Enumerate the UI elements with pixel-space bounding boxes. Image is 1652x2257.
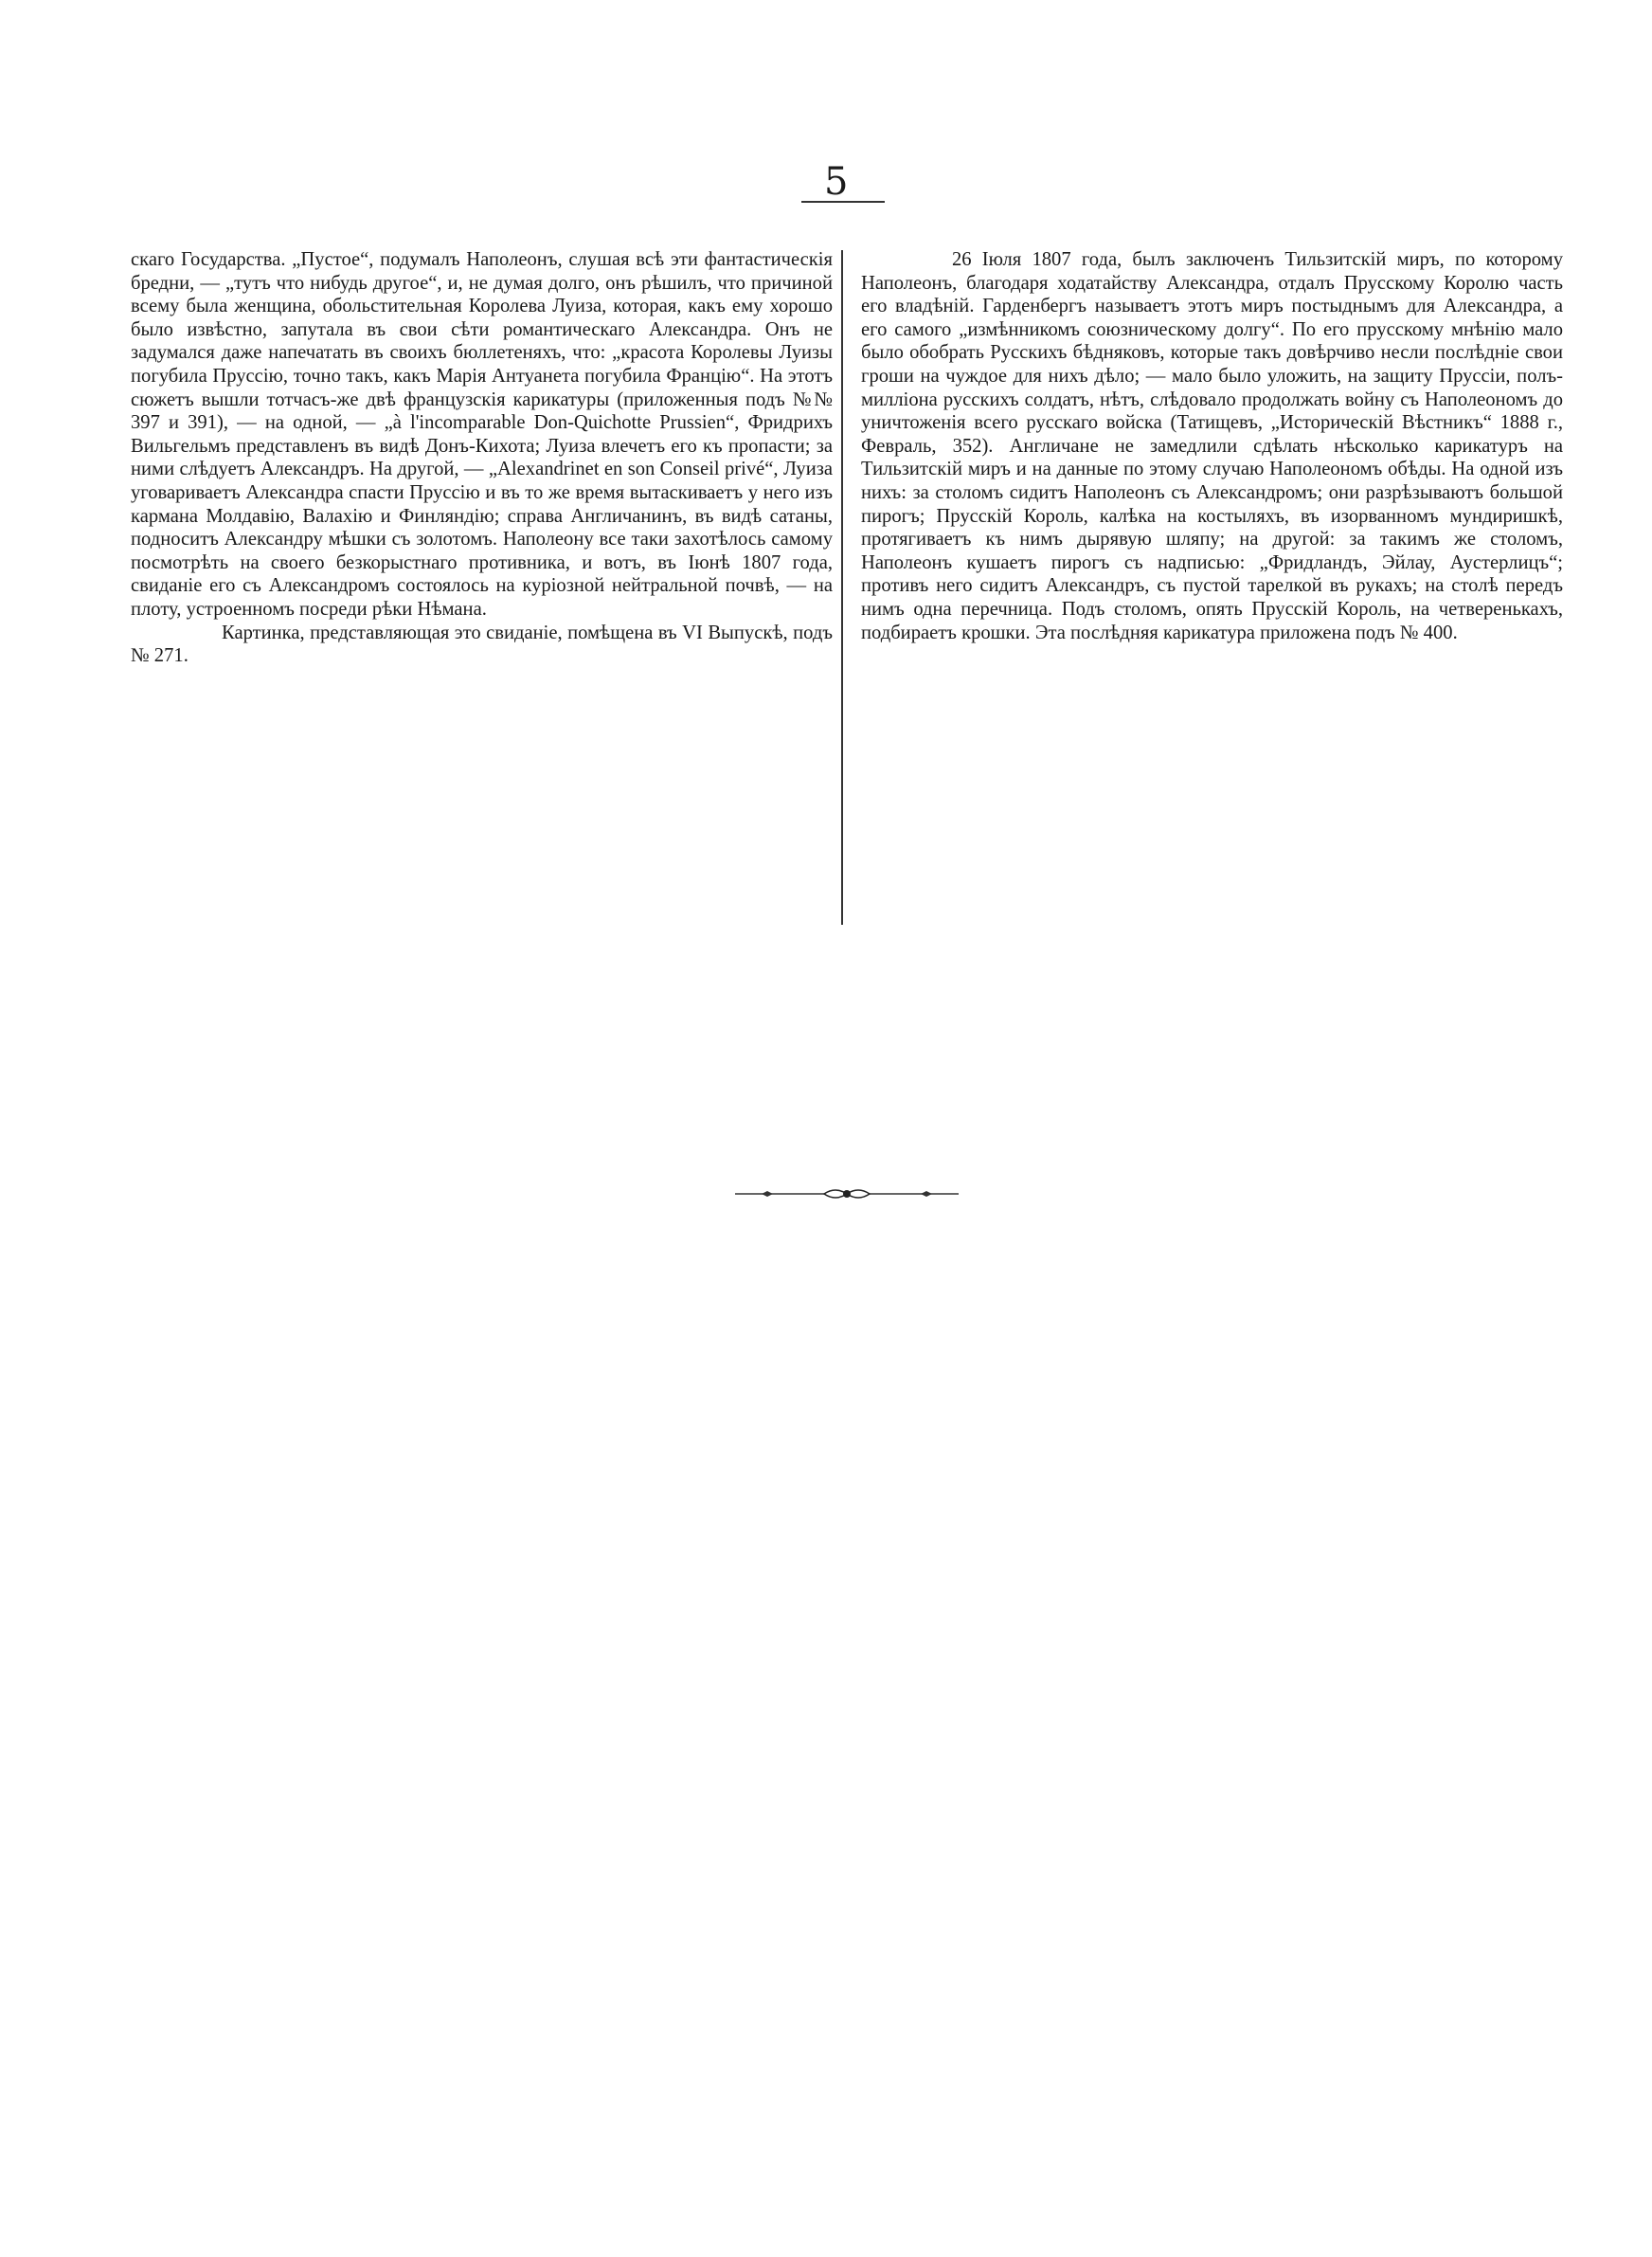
left-paragraph: Картинка, представляющая это свиданіе, помѣщена въ VI Выпускѣ, подъ № 271. <box>131 622 833 667</box>
page-number: 5 <box>824 160 849 204</box>
right-column <box>861 248 1563 644</box>
left-column <box>131 248 833 668</box>
end-ornament <box>733 1186 961 1201</box>
page-number-rule <box>801 201 885 203</box>
column-divider <box>841 250 843 925</box>
right-paragraph: 26 Іюля 1807 года, былъ заключенъ Тильзитскій миръ, по которому Наполеонъ, благодаря ходатайству Александра, отдалъ Прусскому Королю часть его владѣній. Гарденбергъ называетъ этотъ миръ постыднымъ для Александра, а его самого „измѣнникомъ союзническому долгу“. По его прусскому мнѣнію мало было обобрать Русскихъ бѣдняковъ, которые такъ довѣрчиво несли послѣдніе свои гроши на чуждое для нихъ дѣло; — мало было уложить, на защиту Пруссіи, полъ-милліона русскихъ солдатъ, нѣтъ, слѣдовало продолжать войну съ Наполеономъ до уничтоженія всего русскаго войска (Татищевъ, „Историческій Вѣстникъ“ 1888 г., Февраль, 352). Англичане не замедлили сдѣлать нѣсколько карикатуръ на Тильзитскій миръ и на данные по этому случаю Наполеономъ обѣды. На одной изъ нихъ: за столомъ сидитъ Наполеонъ съ Александромъ; они разрѣзываютъ большой пирогъ; Прусскій Король, калѣка на костыляхъ, въ изорванномъ мундиришкѣ, протягиваетъ къ нимъ дырявую шляпу; на другой: за такимъ же столомъ, Наполеонъ кушаетъ пирогъ съ надписью: „Фридландъ, Эйлау, Аустерлицъ“; противъ него сидитъ Александръ, съ пустой тарелкой въ рукахъ; на столѣ передъ нимъ одна перечница. Подъ столомъ, опять Прусскій Король, на четверенькахъ, подбираетъ крошки. Эта послѣдняя карикатура приложена подъ № 400. <box>861 249 1563 643</box>
left-paragraph: скаго Государства. „Пустое“, подумалъ Наполеонъ, слушая всѣ эти фантастическія бредни, — „тутъ что нибудь другое“, и, не думая долго, онъ рѣшилъ, что причиной всему была женщина, обольстительная Королева Луиза, которая, какъ ему хорошо было извѣстно, запутала въ свои сѣти романтическаго Александра. Онъ не задумался даже напечатать въ своихъ бюллетеняхъ, что: „красота Королевы Луизы погубила Пруссію, точно такъ, какъ Марія Антуанета погубила Францію“. На этотъ сюжетъ вышли тотчасъ-же двѣ французскія карикатуры (приложенныя подъ №№ 397 и 391), — на одной, — „à l'incomparable Don-Quichotte Prussien“, Фридрихъ Вильгельмъ представленъ въ видѣ Донъ-Кихота; Луиза влечетъ его къ пропасти; за ними слѣдуетъ Александръ. На другой, — „Alexandrinet en son Conseil privé“, Луиза уговариваетъ Александра спасти Пруссію и въ то же время вытаскиваетъ у него изъ кармана Молдавію, Валахію и Финляндію; справа Англичанинъ, въ видѣ сатаны, подноситъ Александру мѣшки съ золотомъ. Наполеону все таки захотѣлось самому посмотрѣть на своего безкорыстнаго противника, и вотъ, въ Іюнѣ 1807 года, свиданіе его съ Александромъ состоялось на куріозной нейтральной почвѣ, — на плоту, устроенномъ посреди рѣки Нѣмана. <box>131 249 833 620</box>
